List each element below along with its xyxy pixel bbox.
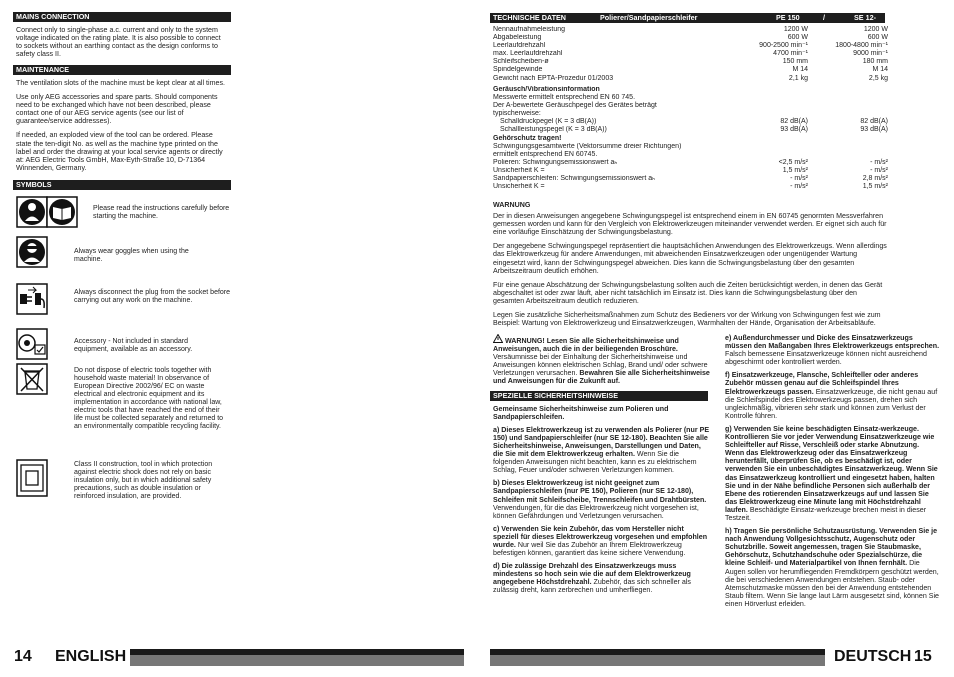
- warnung-p2: Der angegebene Schwingungspegel repräsentiert die hauptsächlichen Anwendungen des Elektrowerkzeugs. Wenn allerdings das Elektrowerkzeug für andere Anwendungen, mit abweichenden Einsatzwerkzeugen oder ungenügender Wartung eingesetzt wird, kann der Schwingungspegel abweichen. Dies kann die Schwingungsbelastung über den gesamten Arbeitszeitraum deutlich erhöhen.: [493, 242, 887, 275]
- tech-row: Abgabeleistung 600 W 600 W: [493, 34, 888, 42]
- vib-row: Sandpapierschleifen: Schwingungsemissionswert aₕ - m/s² 2,8 m/s²: [493, 175, 888, 183]
- noise-row: Schalldruckpegel (K = 3 dB(A)) 82 dB(A) 82 dB(A): [500, 118, 888, 126]
- maintenance-p1: The ventilation slots of the machine must be kept clear at all times.: [16, 79, 225, 87]
- warnung-p1: Der in diesen Anweisungen angegebene Schwingungspegel ist entsprechend einem in EN 60745 genormten Messverfahren gemessen worden und kann für den Vergleich von Elektrowerkzeugen miteinander verwendet werden. Er eignet sich auch für eine vorläufige Einschätzung der Schwingungsbelastung.: [493, 212, 887, 237]
- warnung-p4: Legen Sie zusätzliche Sicherheitsmaßnahmen zum Schutz des Bedieners vor der Wirkung von Schwingungen fest wie zum Beispiel: Wartung von Elektrowerkzeug und Einsatzwerkzeugen, Warmhalten der Hände, Organisation der Arbeitsabläufe.: [493, 311, 881, 328]
- tech-table: [493, 26, 888, 83]
- mains-paragraph: Connect only to single-phase a.c. current and only to the system voltage indicated on the rating plate. It is also possible to connect to sockets without an earthing contact as the design conforms to safety class II.: [16, 26, 221, 59]
- tech-row: max. Leerlaufdrehzahl 4700 min⁻¹ 9000 min⁻¹: [493, 50, 888, 58]
- footer-line: [130, 649, 464, 655]
- tech-separator: /: [823, 13, 825, 22]
- maintenance-p2: Use only AEG accessories and spare parts. Should components need to be exchanged which have not been described, please contact one of our AEG service agents (see our list of guarantee/service addresses).: [16, 93, 218, 126]
- goggles-icon: [16, 236, 48, 273]
- accessory-icon: [16, 328, 48, 365]
- warnung-p3: Für eine genaue Abschätzung der Schwingungsbelastung sollten auch die Zeiten berücksichtigt werden, in denen das Gerät abgeschaltet ist oder zwar läuft, aber nicht tatsächlich im Einsatz ist. Dies kann die Schwingungsbelastung über den gesamten Arbeitszeitraum deutlich reduzieren.: [493, 280, 883, 305]
- weee-bin-icon: [16, 363, 48, 400]
- safety-a-text: Wenn Sie die folgenden Anweisungen nicht beachten, kann es zu elektrischem Schlag, Feuer und/oder schweren Verletzungen kommen.: [493, 450, 697, 475]
- safety-c-bold: c) Verwenden Sie kein Zubehör, das vom Hersteller nicht speziell für dieses Elektrowerkzeug vorgesehen und empfohlen wurde.: [493, 524, 708, 549]
- tech-heading-label: TECHNISCHE DATEN: [493, 13, 566, 22]
- tech-model1: PE 150: [776, 13, 800, 22]
- warning-text: Versäumnisse bei der Einhaltung der Sicherheitshinweise und Anweisungen können elektrischen Schlag, Brand und/ oder schwere Verletzungen verursachen.: [493, 353, 708, 378]
- page-number: 14: [14, 648, 32, 665]
- noise-block: [493, 86, 888, 143]
- safety-g-text: Beschädigte Einsatz-werkzeuge brechen meist in dieser Testzeit.: [725, 505, 927, 522]
- mains-text: [16, 26, 228, 64]
- warning-bold: WARNUNG! Lesen Sie alle Sicherheitshinweise und Anweisungen, auch die in der beiliegenden Broschüre.: [493, 337, 679, 354]
- safety-f-text: Einsatzwerkzeuge, die nicht genau auf die Schleifspindel des Elektrowerkzeugs passen, drehen sich ungleichmäßig, vibrieren sehr stark und können zum Verlust der Kontrolle führen.: [725, 387, 938, 420]
- noise-line: Der A-bewertete Geräuschpegel des Gerätes beträgt: [493, 102, 657, 110]
- weee-bin-text: Do not dispose of electric tools together with household waste material! In observance of European Directive 2002/96/ EC on waste electrical and electronic equipment and its implementation in accordance with national law, electric tools that have reached the end of their life must be collected separately and returned to an environmentally compatible recycling facility.: [74, 367, 224, 430]
- read-instructions-icon: [16, 196, 78, 233]
- safety-a-bold: a) Dieses Elektrowerkzeug ist zu verwenden als Polierer (nur PE 150) und Sandpapierschleifer (nur SE 12-180). Beachten Sie alle Sicherheitshinweise, Anweisungen, Darstellungen und Daten, die Sie mit dem Elektrowerkzeug erhalten.: [493, 425, 710, 459]
- noise-line: Messwerte ermittelt entsprechend EN 60 745.: [493, 94, 636, 102]
- read-instructions-text: Please read the instructions carefully before starting the machine.: [93, 205, 230, 220]
- warnung-block: [493, 201, 888, 333]
- footer-bar: [490, 655, 825, 666]
- unplug-icon: [16, 283, 48, 320]
- warning-bold2: Bewahren Sie alle Sicherheitshinweise und Anweisungen für die Zukunft auf.: [493, 369, 710, 386]
- symbols-heading: SYMBOLS: [13, 180, 231, 190]
- unplug-text: Always disconnect the plug from the socket before carrying out any work on the machine.: [74, 289, 231, 304]
- safety-h-bold: h) Tragen Sie persönliche Schutzausrüstung. Verwenden Sie je nach Anwendung Vollgesichtsschutz, Augenschutz oder Schutzbrille. Soweit angemessen, tragen Sie Staubmaske, Gehörschutz, Schutzhandschuhe oder Spezialschürze, die kleine Schleif- und Materialpartikel von Ihnen fernhält.: [725, 527, 938, 568]
- goggles-text: Always wear goggles when using the machine.: [74, 248, 189, 263]
- safety-e-text: Falsch bemessene Einsatzwerkzeuge können nicht ausreichend abgeschirmt oder kontrolliert werden.: [725, 350, 927, 367]
- safety-f-bold: f) Einsatzwerkzeuge, Flansche, Schleifteller oder anderes Zubehör müssen genau auf die Schleifspindel Ihres Elektrowerkzeugs passen.: [725, 371, 919, 396]
- safety-h-text: Die Augen sollen vor herumfliegenden Fremdkörpern geschützt werden, die bei verschiedenen Anwendungen entstehen. Staub- oder Atemschutzmaske müssen den bei der Anwendung entstehenden Staub filtern. Wenn Sie lange laut Lärm ausgesetzt sind, können Sie einen Hörverlust erleiden.: [725, 559, 939, 608]
- tech-row: Gewicht nach EPTA-Prozedur 01/2003 2,1 kg 2,5 kg: [493, 74, 888, 82]
- tech-row: Spindelgewinde M 14 M 14: [493, 66, 888, 74]
- ear-protection: Gehörschutz tragen!: [493, 134, 562, 142]
- right-page: [477, 0, 954, 677]
- language-label: ENGLISH: [55, 648, 127, 665]
- safety-e-bold: e) Außendurchmesser und Dicke des Einsatzwerkzeugs müssen den Maßangaben Ihres Elektrowerkzeugs entsprechen.: [725, 334, 940, 351]
- maintenance-p3: If needed, an exploded view of the tool can be ordered. Please state the ten-digit No. as well as the machine type printed on the label and order the drawing at your local service agents or directly at: AEG Electric Tools GmbH, Max-Eyth-Straße 10, D-71364 Winnenden, Germany.: [16, 131, 223, 172]
- tech-subtitle: Polierer/Sandpapierschleifer: [600, 13, 698, 22]
- page-number: 15: [914, 648, 932, 665]
- vib-line: ermittelt entsprechend EN 60745.: [493, 151, 598, 159]
- tech-row: Schleifscheiben-ø 150 mm 180 mm: [493, 58, 888, 66]
- safety-column-1: [493, 334, 711, 600]
- safety-g-bold: g) Verwenden Sie keine beschädigten Einsatz-werkzeuge. Kontrollieren Sie vor jeder Verwendung Einsatzwerkzeuge wie Schleifteller auf Risse, Verschleiß oder starke Abnutzung. Wenn das Elektrowerkzeug oder das Einsatzwerkzeug herunterfällt, überprüfen Sie, ob es beschädigt ist, oder verwenden Sie ein unbeschädigtes Einsatzwerkzeug. Wenn Sie das Einsatzwerkzeug kontrolliert und eingesetzt haben, halten Sie und in der Nähe befindliche Personen sich außerhalb der Ebene des rotierenden Einsatzwerkzeugs auf und lassen Sie das Elektrowerkzeug eine Minute lang mit Höchstdrehzahl laufen.: [725, 424, 938, 514]
- safety-c-text: Nur weil Sie das Zubehör an Ihrem Elektrowerkzeug befestigen können, garantiert das keine sichere Verwendung.: [493, 540, 686, 558]
- footer-bar: [130, 655, 464, 666]
- safety-column-2: [725, 334, 940, 613]
- tech-row: Nennaufnahmeleistung 1200 W 1200 W: [493, 26, 888, 33]
- accessory-text: Accessory - Not included in standard equipment, available as an accessory.: [74, 338, 193, 353]
- safety-b-text: Verwendungen, für die das Elektrowerkzeug nicht vorgesehen ist, können Gefährdungen und Verletzungen verursachen.: [493, 503, 699, 520]
- special-safety-heading: SPEZIELLE SICHERHEITSHINWEISE: [490, 391, 708, 401]
- safety-d-text: Zubehör, das sich schneller als zulässig dreht, kann zerbrechen und umherfliegen.: [493, 578, 691, 595]
- mains-heading: MAINS CONNECTION: [13, 12, 231, 22]
- tech-model2: SE 12-180: [854, 13, 876, 32]
- class-ii-icon: [16, 459, 48, 502]
- safety-b-bold: b) Dieses Elektrowerkzeug ist nicht geeignet zum Sandpapierschleifen (nur PE 150), Polieren (nur SE 12-180), Schleifen mit Schleifscheibe, Trennschleifen und Drahtbürsten.: [493, 479, 707, 504]
- vib-row: Unsicherheit K = 1,5 m/s² - m/s²: [493, 167, 888, 175]
- warning-triangle-icon: [493, 334, 503, 343]
- noise-line: typischerweise:: [493, 110, 541, 118]
- vib-row: Unsicherheit K = - m/s² 1,5 m/s²: [493, 183, 888, 191]
- noise-row: Schallleistungspegel (K = 3 dB(A)) 93 dB(A) 93 dB(A): [500, 126, 888, 134]
- tech-row: Leerlaufdrehzahl 900-2500 min⁻¹ 1800-4800 min⁻¹: [493, 42, 888, 50]
- maintenance-heading: MAINTENANCE: [13, 65, 231, 75]
- warnung-heading: WARNUNG: [493, 201, 531, 209]
- vib-line: Schwingungsgesamtwerte (Vektorsumme dreier Richtungen): [493, 143, 682, 150]
- safety-d-bold: d) Die zulässige Drehzahl des Einsatzwerkzeugs muss mindestens so hoch sein wie die auf dem Elektrowerkzeug angegebene Höchstdrehzahl.: [493, 562, 691, 587]
- vib-row: Polieren: Schwingungsemissionswert aₕ <2,5 m/s² - m/s²: [493, 159, 888, 167]
- class-ii-text: Class II construction, tool in which protection against electric shock does not rely on basic insulation only, but in which additional safety precautions, such as double insulation or reinforced insulation, are provided.: [74, 461, 213, 500]
- language-label: DEUTSCH: [834, 648, 912, 665]
- maintenance-text: [16, 79, 228, 178]
- safety-intro: Gemeinsame Sicherheitshinweise zum Polieren und Sandpapierschleifen.: [493, 404, 669, 421]
- noise-heading: Geräusch/Vibrationsinformation: [493, 86, 600, 93]
- vibration-block: [493, 143, 888, 192]
